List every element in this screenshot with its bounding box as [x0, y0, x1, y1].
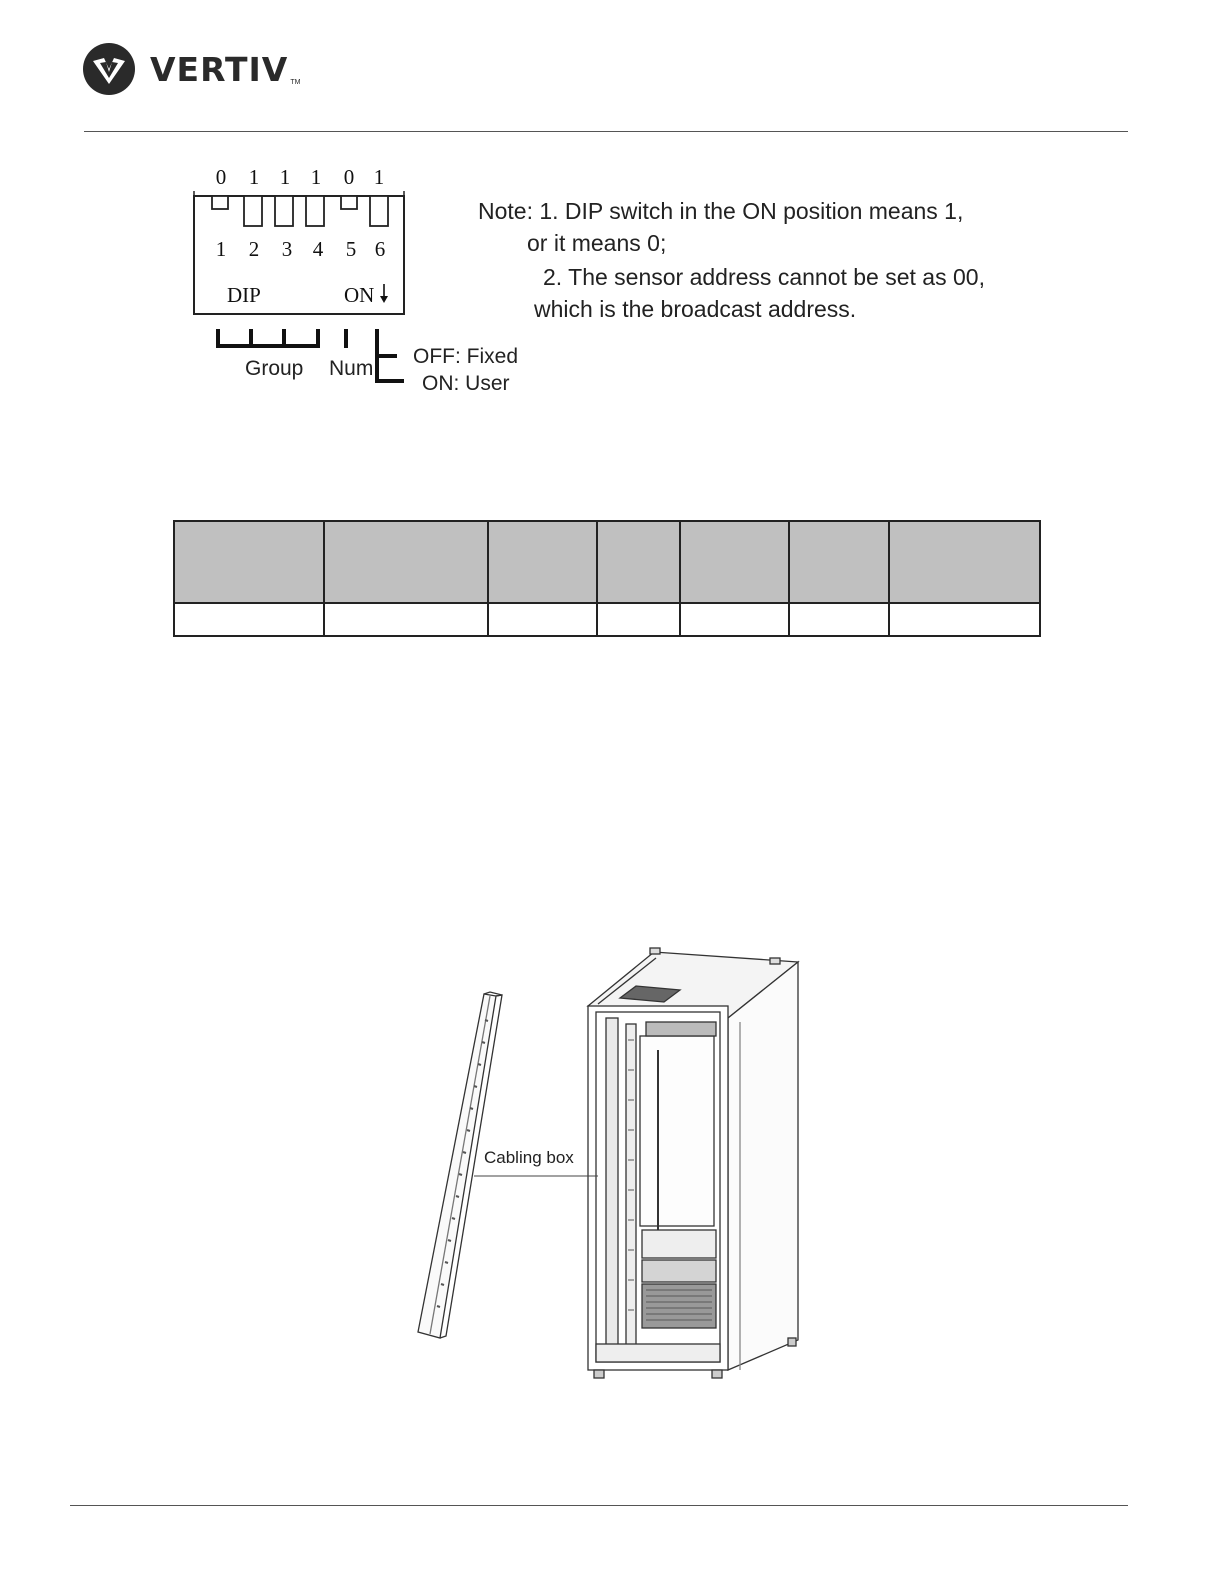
vertiv-mark-icon: [82, 42, 136, 96]
note-line-1: Note: 1. DIP switch in the ON position means 1,: [478, 198, 964, 224]
group-label: Group: [245, 357, 304, 380]
table-cell: [789, 603, 889, 636]
dip-number-1: 1: [215, 237, 227, 261]
dip-note: [478, 196, 985, 325]
dip-number-4: 4: [312, 237, 324, 261]
rack-cabinet: [588, 948, 798, 1378]
table-header-cell: [789, 521, 889, 603]
table-cell: [889, 603, 1040, 636]
dip-switch-2: [244, 196, 262, 226]
on-user-label: ON: User: [422, 372, 510, 395]
dip-label: DIP: [227, 283, 261, 307]
table-cell: [488, 603, 597, 636]
dip-switch-4: [306, 196, 324, 226]
table-cell: [324, 603, 488, 636]
dip-state-1: 0: [215, 165, 227, 189]
dip-state-6: 1: [373, 165, 385, 189]
dip-switch-1: [212, 196, 228, 209]
table-cell: [680, 603, 789, 636]
table-header-cell: [680, 521, 789, 603]
vertiv-logo: [82, 42, 300, 96]
header-divider: [84, 131, 1128, 132]
dip-state-4: 1: [310, 165, 322, 189]
dip-number-3: 3: [281, 237, 293, 261]
dip-switch-5: [341, 196, 357, 209]
address-table: [173, 520, 1041, 637]
table-header-cell: [889, 521, 1040, 603]
dip-state-3: 1: [279, 165, 291, 189]
logo-wordmark: VERTIV: [150, 49, 289, 89]
footer-divider: [70, 1505, 1128, 1506]
cabinet-illustration: [410, 940, 810, 1390]
table-header-cell: [488, 521, 597, 603]
dip-state-5: 0: [343, 165, 355, 189]
dip-switch-6: [370, 196, 388, 226]
table-header-row: [174, 521, 1040, 603]
table-row: [174, 603, 1040, 636]
dip-number-6: 6: [374, 237, 386, 261]
table-cell: [597, 603, 680, 636]
dip-switch-3: [275, 196, 293, 226]
dip-state-2: 1: [248, 165, 260, 189]
note-line-4: which is the broadcast address.: [534, 295, 857, 322]
num-label: Num: [329, 357, 374, 380]
table-header-cell: [597, 521, 680, 603]
dip-on-label: ON: [344, 283, 375, 307]
table-header-cell: [174, 521, 324, 603]
table-header-cell: [324, 521, 488, 603]
off-fixed-label: OFF: Fixed: [413, 345, 519, 368]
dip-number-2: 2: [248, 237, 260, 261]
table-cell: [174, 603, 324, 636]
note-line-2: or it means 0;: [527, 229, 667, 256]
cabling-box-callout: Cabling box: [484, 1148, 574, 1167]
note-line-3: 2. The sensor address cannot be set as 00,: [543, 264, 985, 290]
dip-number-5: 5: [345, 237, 357, 261]
logo-trademark: TM: [290, 79, 301, 86]
